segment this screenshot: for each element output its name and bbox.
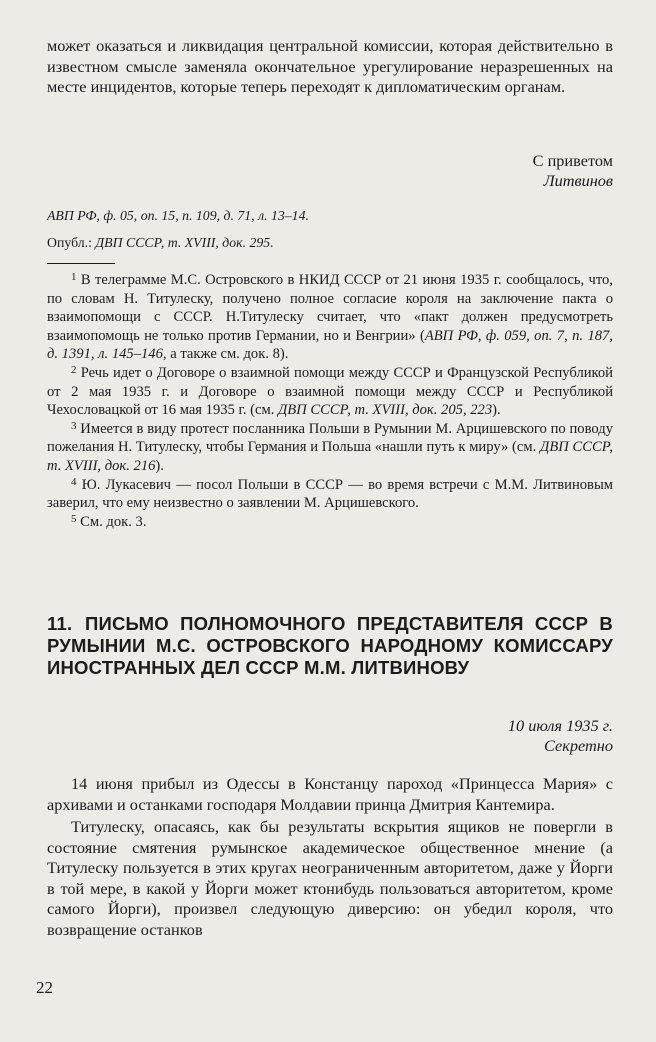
footnote-5: $^5$ См. док. 3. (71, 512, 147, 530)
footnote-marker: 1 (71, 271, 77, 283)
footnote-2: $^2$ Речь идет о Договоре о взаимной помощи между СССР и Французской Республикой от 2 мая 1935 г. и Договоре о взаимной помощи между СССР и Республикой Чехословацкой от 16 мая 1935 г. (см. ДВП СССР, т. XVIII, док. 205, 223). (47, 363, 613, 419)
footnote-marker: 4 (71, 475, 77, 488)
footnote-1: $^1$ В телеграмме М.С. Островского в НКИД СССР от 21 июня 1935 г. сообщалось, что, по словам Н. Титулеску, получено полное согласие короля на заключение пакта о взаимопомощи с СССР. Н.Титулеску считает, что «пакт должен предусмотреть взаимопомощь не только против Германии, но и Венгрии» (АВП РФ, ф. 059, оп. 7, п. 187, д. 1391, л. 145–146, а также см. док. 8). (47, 271, 613, 363)
publication-reference (47, 234, 613, 253)
document-classification: Секретно (544, 736, 613, 755)
published-source: ДВП СССР, т. XVIII, док. 295. (95, 235, 274, 250)
body-paragraph-1: 14 июня прибыл из Одессы в Констанцу пароход «Принцесса Мария» с архивами и останками господаря Молдавии принца Дмитрия Кантемира. (47, 774, 613, 814)
closing-signature: Литвинов (543, 171, 613, 190)
footnote-4: $^4$ Ю. Лукасевич — посол Польши в СССР — во время встречи с М.М. Литвиновым заверил, что ему неизвестно о заявлении М. Арцишевского. (47, 475, 613, 512)
document-date: 10 июля 1935 г. (507, 716, 613, 735)
footnote-marker: 5 (71, 512, 77, 525)
document-number: 11. (47, 613, 73, 634)
page-number: 22 (36, 978, 53, 997)
published-label: Опубл.: (47, 235, 92, 250)
body-paragraph-2: Титулеску, опасаясь, как бы результаты вскрытия ящиков не повергли в состояние смятения румынское академическое общественное мнение (а Титулеску пользуется в этих кругах неограниченным авторитетом, даже у Йорги в той мере, в какой у Йорги может ктонибудь пользоваться авторитетом, кроме самого Йорги), произвел следующую диверсию: он убедил короля, что возвращение останков (47, 817, 613, 939)
footnotes (47, 271, 613, 531)
footnote-marker: 3 (71, 419, 77, 432)
document-heading (47, 613, 613, 679)
closing-greeting: С приветом (532, 151, 613, 170)
document-body (47, 774, 613, 940)
footnote-marker: 2 (71, 363, 77, 376)
top-paragraph: может оказаться и ликвидация центральной комиссии, которая действительно в известном смысле заменяла окончательное урегулирование неразрешенных на месте инцидентов, которые теперь переходят к дипломатическим органам. (47, 36, 613, 96)
footnote-3: $^3$ Имеется в виду протест посланника Польши в Румынии М. Арцишевского по поводу пожелания Н. Титулеску, чтобы Германия и Польша «нашли путь к миру» (см. ДВП СССР, т. XVIII, док. 216). (47, 419, 614, 474)
archive-reference: АВП РФ, ф. 05, оп. 15, п. 109, д. 71, л. 13–14. (47, 208, 309, 223)
document-title: ПИСЬМО ПОЛНОМОЧНОГО ПРЕДСТАВИТЕЛЯ СССР В РУМЫНИИ М.С. ОСТРОВСКОГО НАРОДНОМУ КОМИССАРУ ИНОСТРАННЫХ ДЕЛ СССР М.М. ЛИТВИНОВУ (47, 613, 613, 678)
footnote-divider (47, 263, 115, 264)
